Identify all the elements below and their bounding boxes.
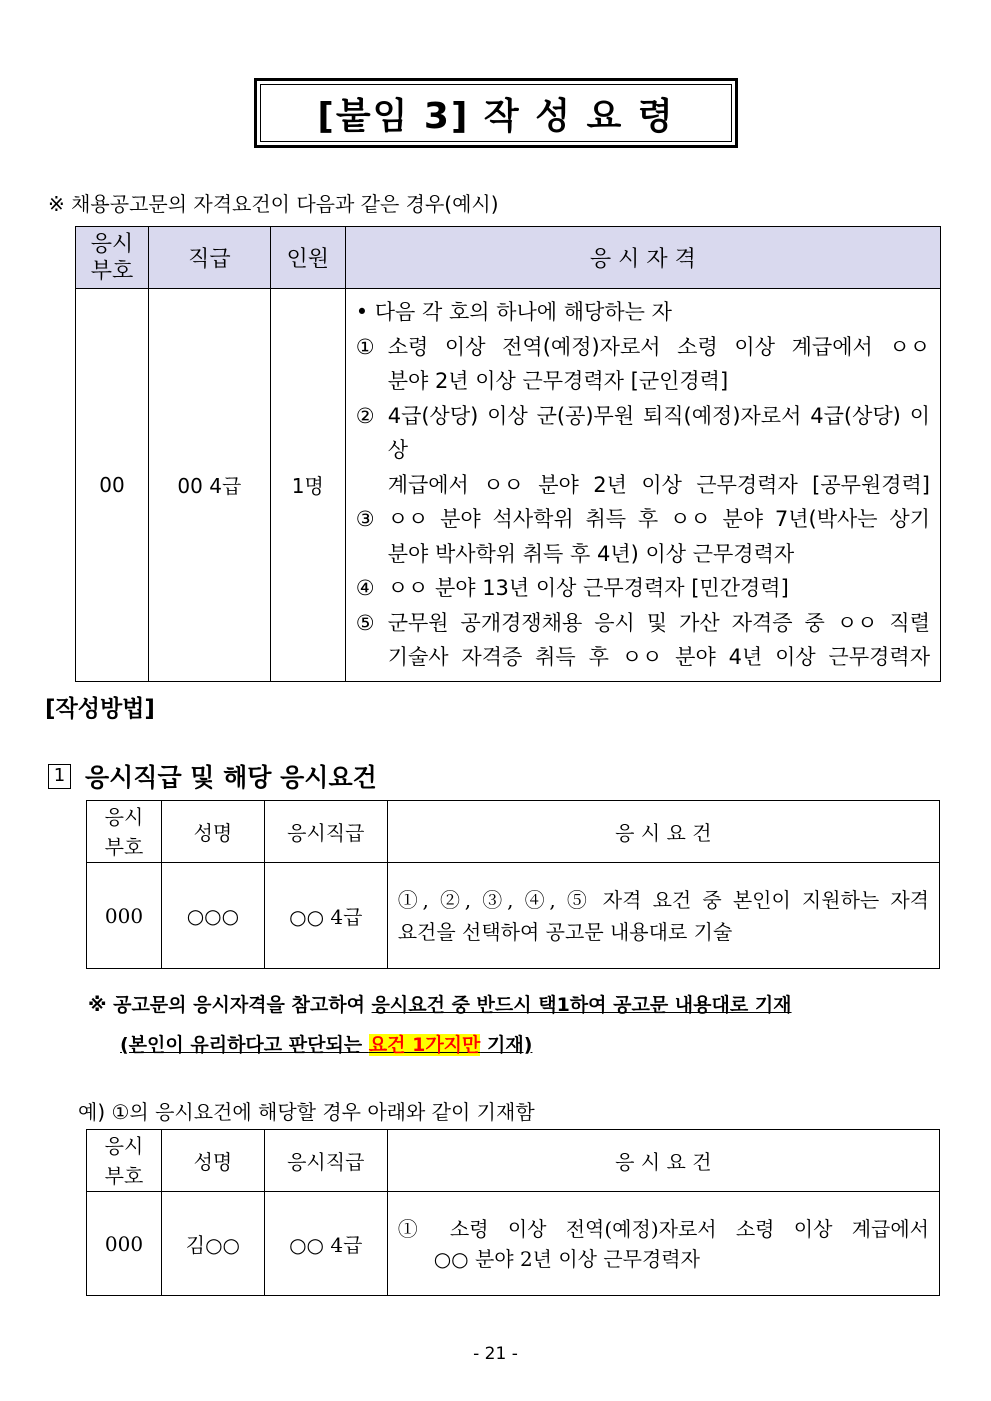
header-code: 응시 부호	[87, 801, 162, 863]
header-grade: 응시직급	[264, 801, 387, 863]
requirement-table	[86, 800, 940, 969]
qual-line: • 다음 각 호의 하나에 해당하는 자	[355, 300, 672, 324]
cell-requirement: ① 소령 이상 전역(예정)자로서 소령 이상 계급에서 ○○ 분야 2년 이상 근무경력자	[387, 1192, 939, 1296]
section-heading	[48, 758, 377, 794]
header-grade: 직급	[148, 227, 270, 289]
header-qualification: 응 시 자 격	[345, 227, 940, 289]
section-number-box: 1	[48, 764, 71, 789]
cell-grade: 00 4급	[148, 289, 270, 682]
table-row	[87, 1192, 940, 1296]
header-count: 인원	[270, 227, 345, 289]
qual-line: ⑤ 군무원 공개경쟁채용 응시 및 가산 자격증 중 ㅇㅇ 직렬	[355, 610, 930, 635]
table-row	[87, 863, 940, 969]
qual-line: ② 4급(상당) 이상 군(공)무원 퇴직(예정)자로서 4급(상당) 이상	[355, 403, 930, 462]
underlined-instruction: 응시요건 중 반드시 택1하여 공고문 내용대로 기재	[371, 994, 792, 1016]
cell-code: 000	[87, 863, 162, 969]
header-requirement: 응 시 요 건	[387, 1130, 939, 1192]
cell-name: 김○○	[161, 1192, 264, 1296]
qual-line: 분야 2년 이상 근무경력자 [군인경력]	[387, 369, 729, 393]
example-table	[86, 1129, 940, 1296]
table-header-row	[76, 227, 941, 289]
cell-requirement: ①, ②, ③, ④, ⑤ 자격 요건 중 본인이 지원하는 자격 요건을 선택하여 공고문 내용대로 기술	[387, 863, 939, 969]
title-box	[254, 78, 738, 148]
table-header-row	[87, 801, 940, 863]
instruction-note: ※ 공고문의 응시자격을 참고하여 응시요건 중 반드시 택1하여 공고문 내용대로 기재	[88, 994, 792, 1016]
cell-grade: ○○ 4급	[264, 863, 387, 969]
qual-line: 기술사 자격증 취득 후 ㅇㅇ 분야 4년 이상 근무경력자	[387, 645, 930, 669]
header-code: 응시 부호	[87, 1130, 162, 1192]
example-text: 예) ①의 응시요건에 해당할 경우 아래와 같이 기재함	[78, 1100, 535, 1124]
highlighted-text: 요건 1가지만	[368, 1034, 481, 1056]
qualification-table	[75, 226, 941, 682]
method-heading: [작성방법]	[45, 696, 155, 722]
qual-line: ① 소령 이상 전역(예정)자로서 소령 이상 계급에서 ㅇㅇ	[355, 334, 930, 359]
qual-line: 계급에서 ㅇㅇ 분야 2년 이상 근무경력자 [공무원경력]	[387, 472, 930, 497]
page-number: - 21 -	[473, 1344, 518, 1364]
header-name: 성명	[161, 1130, 264, 1192]
table-row	[76, 289, 941, 682]
header-requirement: 응 시 요 건	[387, 801, 939, 863]
qual-line: ③ ㅇㅇ 분야 석사학위 취득 후 ㅇㅇ 분야 7년(박사는 상기	[355, 507, 930, 531]
cell-name: ○○○	[161, 863, 264, 969]
table-header-row	[87, 1130, 940, 1192]
header-grade: 응시직급	[264, 1130, 387, 1192]
cell-code: 000	[87, 1192, 162, 1296]
section-title: 응시직급 및 해당 응시요건	[85, 763, 377, 792]
qual-line: ④ ㅇㅇ 분야 13년 이상 근무경력자 [민간경력]	[355, 576, 789, 600]
cell-count: 1명	[270, 289, 345, 682]
cell-qualification	[345, 289, 940, 682]
header-name: 성명	[161, 801, 264, 863]
header-code: 응시 부호	[76, 227, 149, 289]
intro-note: ※ 채용공고문의 자격요건이 다음과 같은 경우(예시)	[48, 192, 499, 216]
qual-line: 분야 박사학위 취득 후 4년) 이상 근무경력자	[387, 541, 795, 566]
cell-grade: ○○ 4급	[264, 1192, 387, 1296]
cell-code: 00	[76, 289, 149, 682]
instruction-note-detail: (본인이 유리하다고 판단되는 요건 1가지만 기재)	[120, 1034, 533, 1056]
page-title: [붙임 3] 작 성 요 령	[260, 84, 732, 142]
